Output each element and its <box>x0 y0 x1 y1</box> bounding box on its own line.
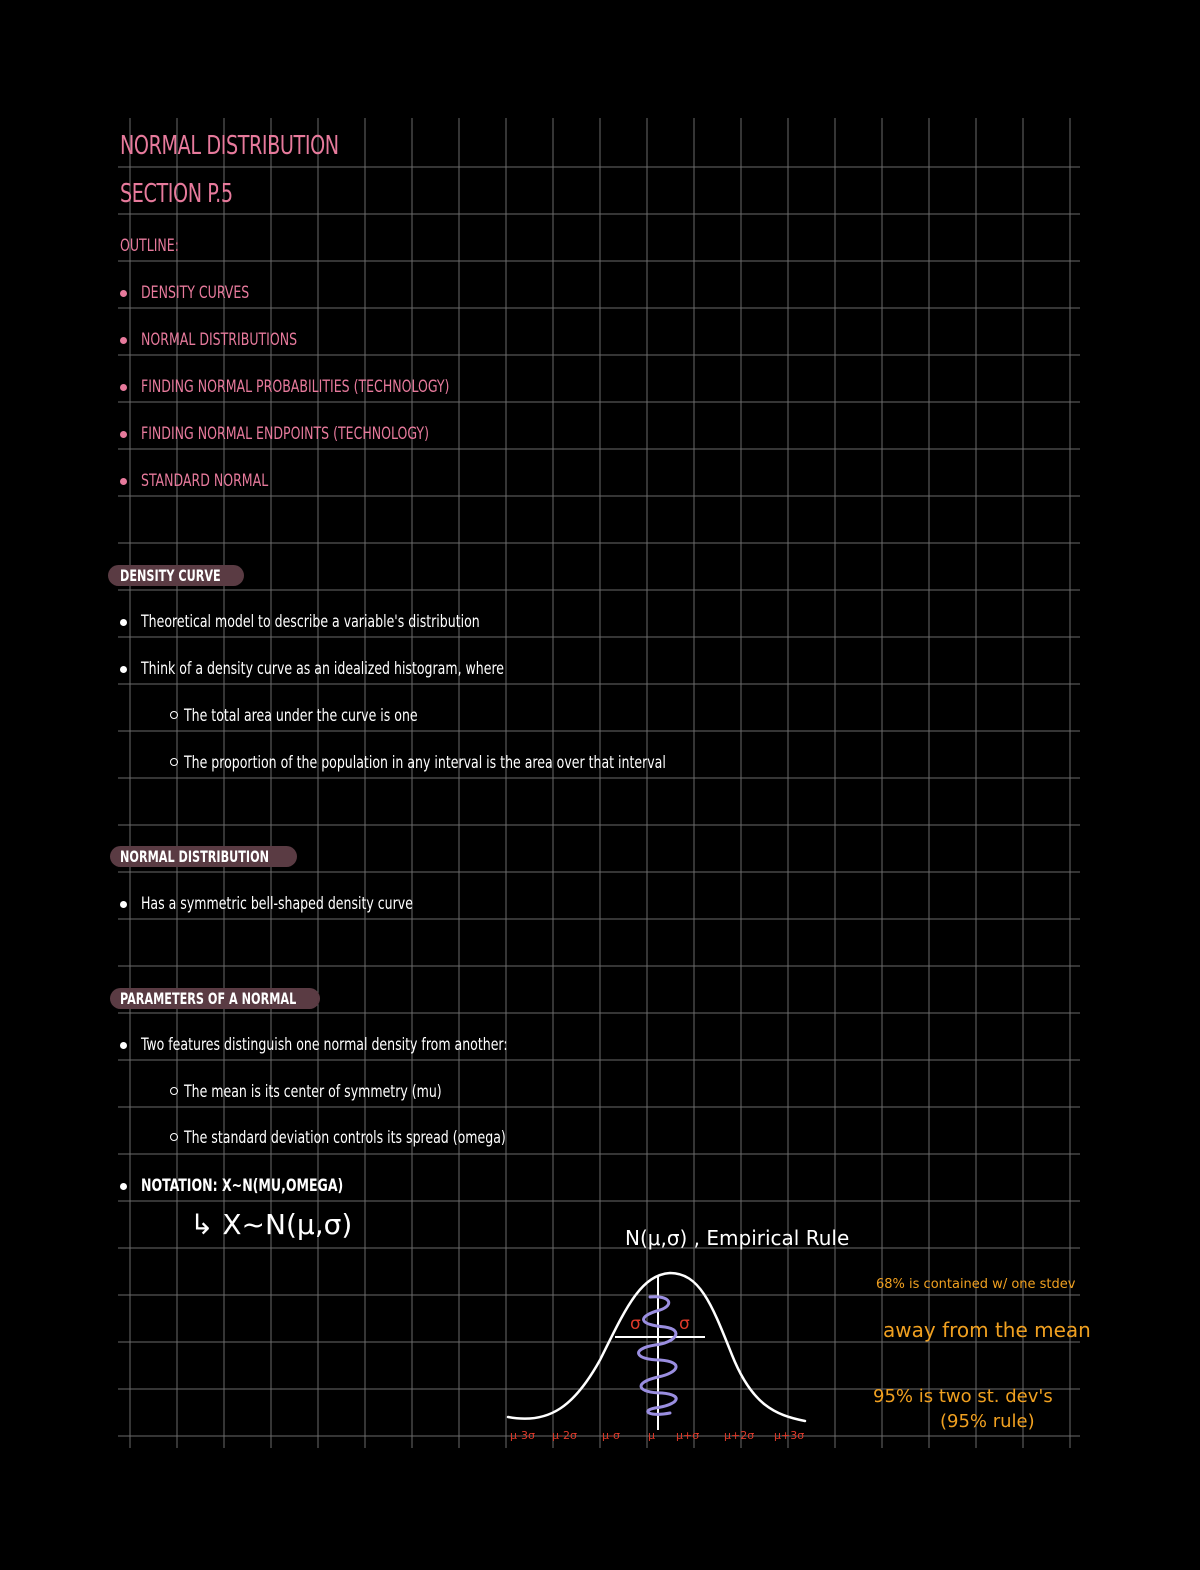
outline-item: FINDING NORMAL PROBABILITIES (TECHNOLOGY) <box>141 377 450 397</box>
bullet-icon <box>120 1183 127 1190</box>
parameters-sub-2: The standard deviation controls its spread (omega) <box>184 1128 506 1148</box>
bullet-icon <box>120 666 127 673</box>
outline-item: STANDARD NORMAL <box>141 471 269 491</box>
parameters-sub-1: The mean is its center of symmetry (mu) <box>184 1082 442 1102</box>
density-sub-1: The total area under the curve is one <box>184 706 418 726</box>
note-68-line2: away from the mean <box>883 1318 1091 1342</box>
notation-bullet: NOTATION: X~N(MU,OMEGA) <box>141 1176 344 1196</box>
sub-bullet-icon <box>170 758 178 766</box>
empirical-rule-title: N(μ,σ) , Empirical Rule <box>625 1226 850 1250</box>
sub-bullet-icon <box>170 711 178 719</box>
outline-heading: OUTLINE: <box>120 236 179 256</box>
outline-item: DENSITY CURVES <box>141 283 250 303</box>
parameters-bullet-1: Two features distinguish one normal density from another: <box>141 1035 508 1055</box>
bell-curve-sketch <box>500 1265 820 1450</box>
outline-item: NORMAL DISTRIBUTIONS <box>141 330 298 350</box>
bullet-icon <box>120 619 127 626</box>
sigma-left-label: σ <box>630 1314 641 1334</box>
axis-label: μ-3σ <box>510 1429 535 1442</box>
axis-label: μ <box>648 1429 655 1442</box>
note-95-line2: (95% rule) <box>940 1411 1035 1432</box>
sigma-right-label: σ <box>679 1314 690 1334</box>
bullet-icon <box>120 1042 127 1049</box>
bullet-icon <box>120 901 127 908</box>
sub-bullet-icon <box>170 1133 178 1141</box>
normal-dist-bullet-1: Has a symmetric bell-shaped density curve <box>141 894 413 914</box>
section-label: SECTION P.5 <box>120 179 233 209</box>
note-95-line1: 95% is two st. dev's <box>873 1386 1053 1407</box>
density-sub-2: The proportion of the population in any interval is the area over that interval <box>184 753 666 773</box>
note-68-line1: 68% is contained w/ one stdev <box>876 1277 1076 1292</box>
axis-label: μ+2σ <box>724 1429 755 1442</box>
page-title: NORMAL DISTRIBUTION <box>120 131 339 161</box>
axis-label: μ-2σ <box>552 1429 577 1442</box>
normal-dist-heading: NORMAL DISTRIBUTION <box>120 847 270 866</box>
density-curve-heading: DENSITY CURVE <box>120 566 221 585</box>
bullet-icon <box>120 431 127 438</box>
density-bullet-2: Think of a density curve as an idealized histogram, where <box>141 659 505 679</box>
outline-item: FINDING NORMAL ENDPOINTS (TECHNOLOGY) <box>141 424 429 444</box>
handwritten-notation: ↳ X~N(μ,σ) <box>190 1208 353 1241</box>
axis-label: μ+3σ <box>774 1429 805 1442</box>
bullet-icon <box>120 478 127 485</box>
parameters-heading: PARAMETERS OF A NORMAL <box>120 989 297 1008</box>
sub-bullet-icon <box>170 1087 178 1095</box>
axis-label: μ+σ <box>676 1429 700 1442</box>
axis-label: μ-σ <box>602 1429 620 1442</box>
density-bullet-1: Theoretical model to describe a variable's distribution <box>141 612 480 632</box>
bullet-icon <box>120 290 127 297</box>
bullet-icon <box>120 384 127 391</box>
bullet-icon <box>120 337 127 344</box>
